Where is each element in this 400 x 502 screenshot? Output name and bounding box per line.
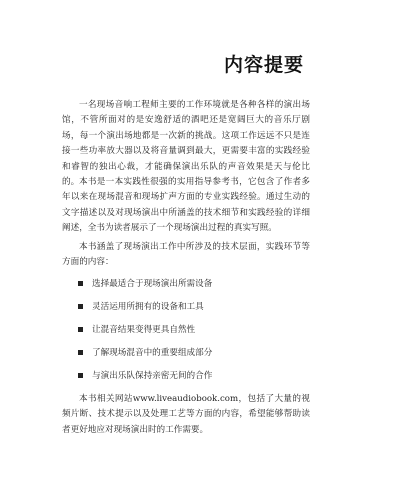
list-item-text: 让混音结果变得更具自然性	[92, 325, 196, 335]
list-item-text: 选择最适合于现场演出所需设备	[92, 279, 213, 289]
square-bullet-icon	[78, 373, 83, 378]
website-paragraph: 本书相关网站www.liveaudiobook.com，包括了大量的视频片断、技术提示以及处理工艺等方面的内容，希望能够帮助读者更好地应对现场演出时的工作需要。	[62, 394, 310, 435]
list-item-text: 与演出乐队保持亲密无间的合作	[92, 371, 213, 381]
square-bullet-icon	[78, 327, 83, 332]
square-bullet-icon	[78, 281, 83, 286]
list-item-text: 灵活运用所拥有的设备和工具	[92, 302, 204, 312]
page-title: 内容提要	[223, 54, 304, 76]
list-item-text: 了解现场混音中的重要组成部分	[92, 348, 213, 358]
book-description-paragraph: 本书是一本实践性很强的实用指导参考书，它包含了作者多年以来在现场混音和现场扩声方面的专业实践经验。通过生动的文字描述以及对现场演出中所涵盖的技术细节和实践经验的详细阐述，全书为读者展示了一个现场演出过程的真实写照。	[62, 177, 310, 234]
intro-paragraph: 一名现场音响工程师主要的工作环境就是各种各样的演出场馆，不管所面对的是安逸舒适的酒吧还是宽阔巨大的音乐厅剧场，每一个演出场地都是一次新的挑战。这项工作远远不只是连接一些功率放大器以及将音量调到最大，更需要丰富的实践经验和睿智的独出心裁，才能确保演出乐队的声音效果是天与伦比的。	[62, 100, 310, 188]
square-bullet-icon	[78, 304, 83, 309]
coverage-paragraph: 本书涵盖了现场演出工作中所涉及的技术层面，实践环节等方面的内容：	[62, 242, 310, 268]
square-bullet-icon	[78, 350, 83, 355]
